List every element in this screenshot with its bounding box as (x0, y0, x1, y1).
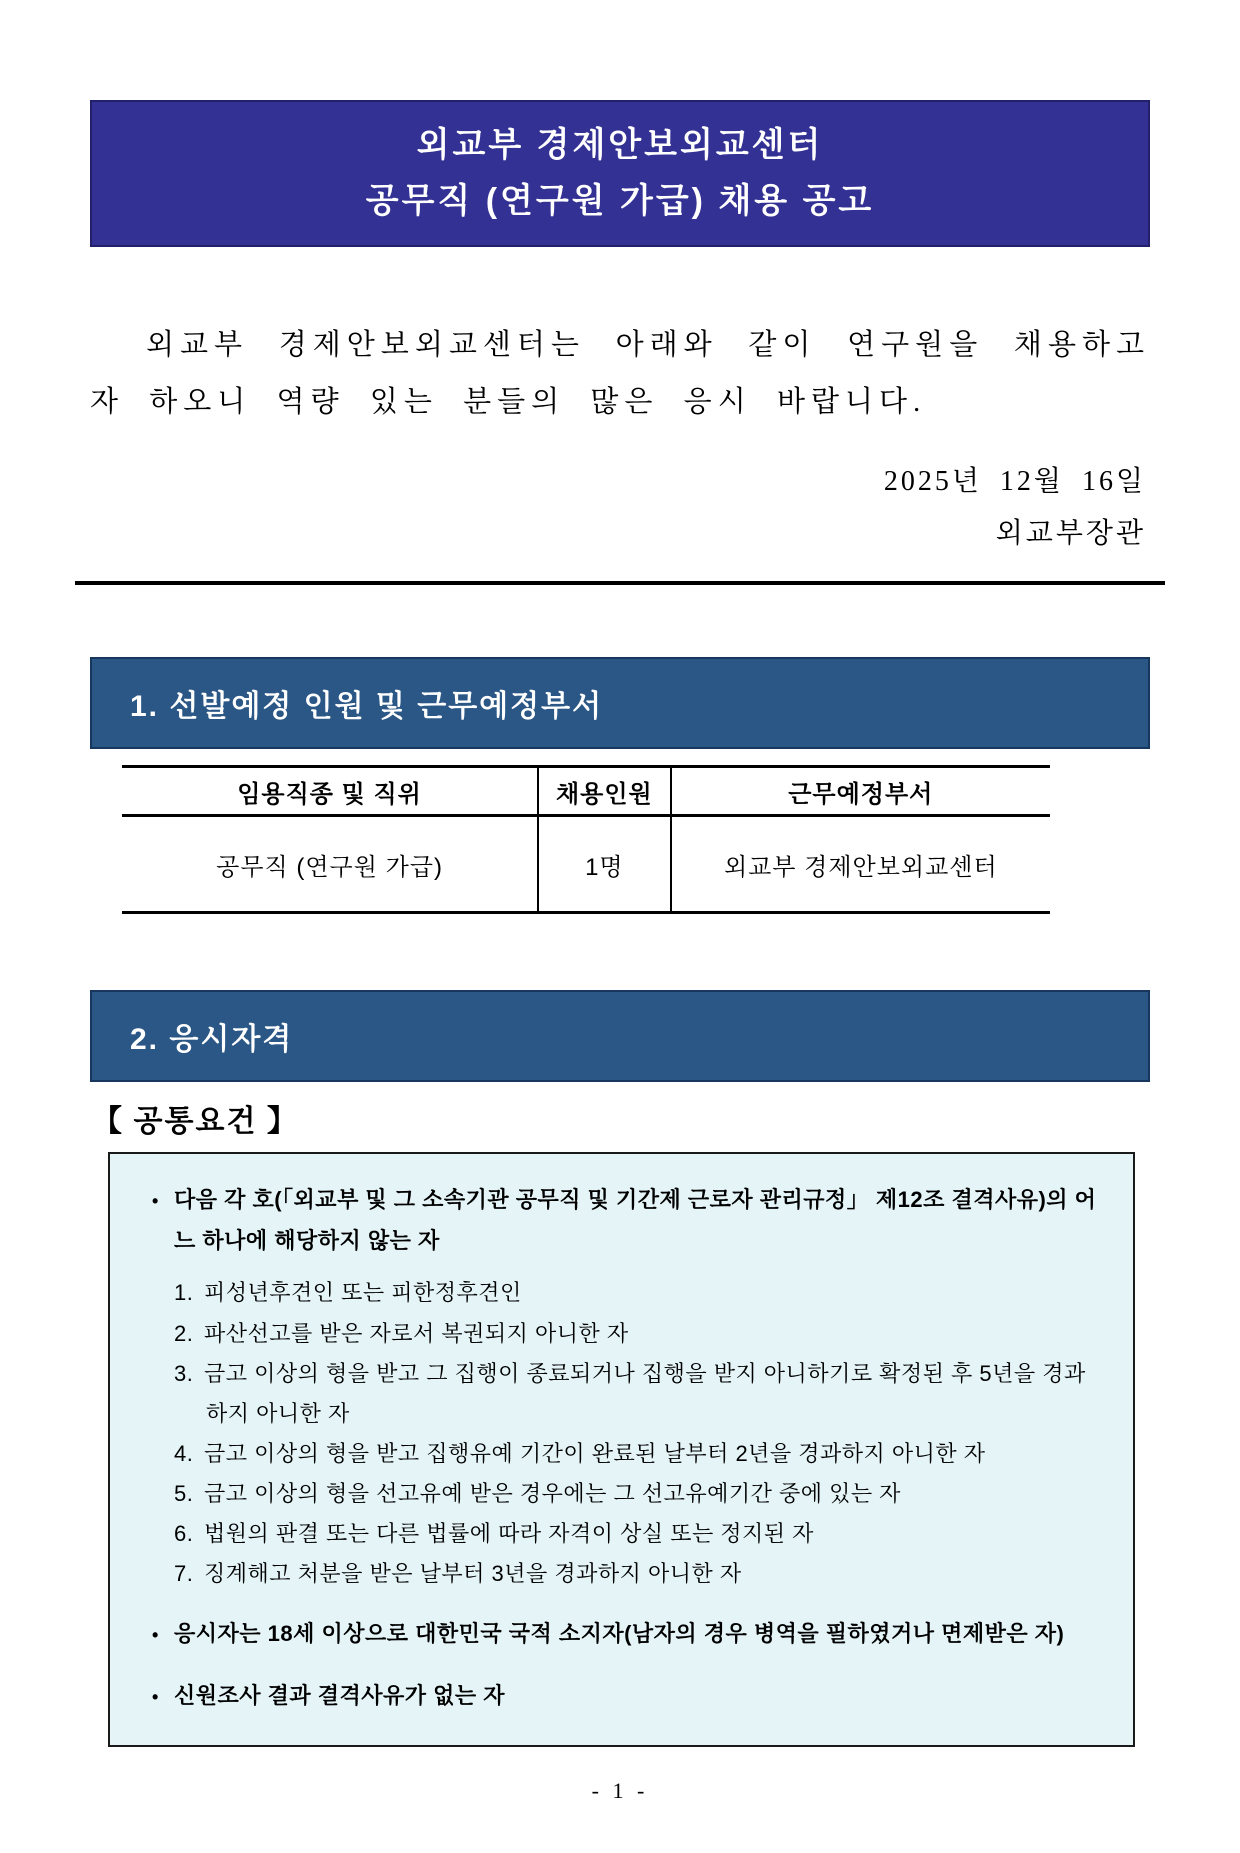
signature-minister: 외교부장관 (995, 518, 1146, 550)
list-item (144, 1554, 1105, 1594)
announcement-date: 2025년 12월 16일 (883, 466, 1146, 498)
list-item-text: 금고 이상의 형을 받고 집행유예 기간이 완료된 날부터 2년을 경과하지 아니한 자 (204, 1440, 986, 1466)
section-2-heading: 2. 응시자격 (90, 990, 1150, 1082)
section-1-heading: 1. 선발예정 인원 및 근무예정부서 (90, 657, 1150, 749)
page-number: - 1 - (591, 1778, 649, 1803)
table-header-row (122, 767, 1050, 816)
list-item (144, 1434, 1105, 1474)
qualification-bullet-1 (138, 1180, 1105, 1261)
bullet-icon: • (152, 1687, 159, 1708)
col-header-department: 근무예정부서 (671, 767, 1050, 816)
list-item-number: 7. (174, 1560, 194, 1586)
title-banner (90, 100, 1150, 247)
list-item (144, 1273, 1105, 1313)
recruitment-table (122, 765, 1050, 914)
qualification-bullet-1-text: 다음 각 호(「외교부 및 그 소속기관 공무직 및 기간제 근로자 관리규정」 제12조 결격사유)의 어느 하나에 해당하지 않는 자 (174, 1187, 1097, 1253)
col-header-headcount: 채용인원 (538, 767, 670, 816)
list-item-text: 금고 이상의 형을 받고 그 집행이 종료되거나 집행을 받지 아니하기로 확정된 후 5년을 경과 하지 아니한 자 (204, 1360, 1086, 1426)
list-item-number: 6. (174, 1520, 194, 1546)
list-item-text: 금고 이상의 형을 선고유예 받은 경우에는 그 선고유예기간 중에 있는 자 (204, 1480, 901, 1506)
title-line-2: 공무직 (연구원 가급) 채용 공고 (365, 181, 875, 220)
bullet-icon: • (152, 1624, 159, 1645)
list-item (144, 1514, 1105, 1554)
list-item (144, 1354, 1105, 1434)
cell-department: 외교부 경제안보외교센터 (671, 816, 1050, 913)
qualification-bullet-2 (138, 1614, 1105, 1655)
list-item-text: 피성년후견인 또는 피한정후견인 (204, 1280, 522, 1306)
list-item-text: 법원의 판결 또는 다른 법률에 따라 자격이 상실 또는 정지된 자 (204, 1520, 814, 1546)
common-requirements-subheading: 【 공통요건 】 (92, 1105, 299, 1139)
qualification-bullet-3-text: 신원조사 결과 결격사유가 없는 자 (174, 1683, 505, 1709)
disqualification-list (144, 1273, 1105, 1593)
qualification-bullet-2-text: 응시자는 18세 이상으로 대한민국 국적 소지자(남자의 경우 병역을 필하였거나 면제받은 자) (174, 1620, 1065, 1646)
list-item (144, 1314, 1105, 1354)
table-row (122, 816, 1050, 913)
list-item-number: 2. (174, 1320, 194, 1346)
col-header-position: 임용직종 및 직위 (122, 767, 538, 816)
list-item-text: 파산선고를 받은 자로서 복권되지 아니한 자 (204, 1320, 629, 1346)
qualifications-box (108, 1152, 1135, 1747)
cell-position: 공무직 (연구원 가급) (216, 853, 443, 881)
qualification-bullet-3 (138, 1676, 1105, 1717)
list-item-text: 징계해고 처분을 받은 날부터 3년을 경과하지 아니한 자 (204, 1560, 742, 1586)
bullet-icon: • (152, 1191, 159, 1212)
list-item-number: 5. (174, 1480, 194, 1506)
document-page (0, 100, 1240, 1747)
list-item-number: 3. (174, 1360, 194, 1386)
list-item-number: 4. (174, 1440, 194, 1466)
list-item-number: 1. (174, 1280, 194, 1306)
title-line-1: 외교부 경제안보외교센터 (416, 126, 824, 165)
intro-paragraph: 외교부 경제안보외교센터는 아래와 같이 연구원을 채용하고자 하오니 역량 있는 분들의 많은 응시 바랍니다. (90, 329, 1150, 418)
horizontal-rule (75, 581, 1165, 585)
list-item (144, 1474, 1105, 1514)
cell-headcount: 1명 (538, 816, 670, 913)
